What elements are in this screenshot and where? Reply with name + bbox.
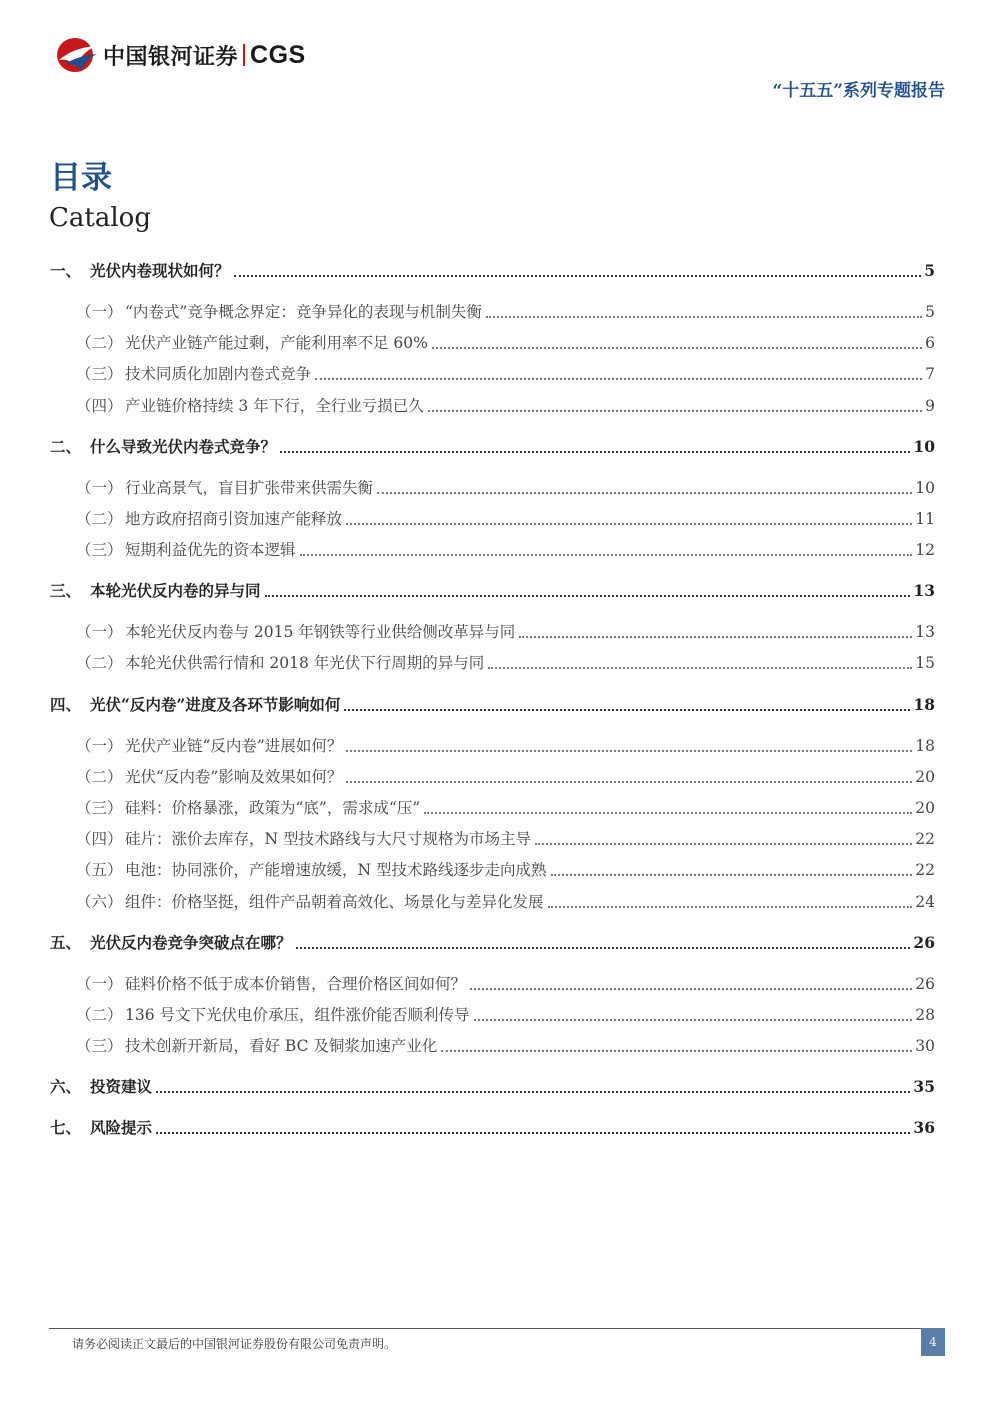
toc-label: 光伏“反内卷”影响及效果如何？ (125, 768, 343, 786)
toc-label: 光伏“反内卷”进度及各环节影响如何 (90, 695, 341, 714)
toc-entry-main[interactable] (50, 260, 935, 282)
dot-leader (519, 636, 912, 638)
toc-page: 5 (924, 261, 935, 280)
toc-label: 光伏反内卷竞争突破点在哪？ (90, 933, 292, 952)
toc-page: 10 (913, 437, 935, 456)
dot-leader (377, 492, 912, 494)
toc-entry-sub[interactable] (76, 859, 935, 881)
toc-page: 15 (915, 654, 935, 672)
page-number-badge: 4 (921, 1328, 945, 1356)
dot-leader (488, 667, 912, 669)
toc-label: 电池：协同涨价，产能增速放缓，N 型技术路线逐步走向成熟 (125, 861, 547, 879)
dot-leader (346, 523, 912, 525)
toc-number: （二） (76, 510, 123, 528)
toc-label: 地方政府招商引资加速产能释放 (125, 510, 343, 528)
toc-number: （三） (76, 541, 123, 559)
toc-page: 13 (915, 623, 935, 641)
cgs-logo-icon (55, 36, 99, 74)
page-title-cn: 目录 (50, 160, 112, 196)
toc-entry-sub[interactable] (76, 766, 935, 788)
toc-number: （五） (76, 861, 123, 879)
footer-divider (49, 1328, 945, 1329)
dot-leader (346, 750, 912, 752)
toc-entry-sub[interactable] (76, 477, 935, 499)
toc-label: 行业高景气，盲目扩张带来供需失衡 (125, 479, 374, 497)
toc-number: 七、 (50, 1118, 82, 1137)
toc-number: （一） (76, 737, 123, 755)
toc-entry-sub[interactable] (76, 508, 935, 530)
toc-page: 26 (913, 933, 935, 952)
toc-page: 11 (915, 510, 935, 528)
toc-number: （一） (76, 623, 123, 641)
toc-number: （四） (76, 397, 123, 415)
dot-leader (470, 988, 912, 990)
dot-leader (346, 781, 912, 783)
dot-leader (441, 1050, 912, 1052)
toc-page: 9 (925, 397, 935, 415)
toc-page: 7 (925, 365, 935, 383)
dot-leader (300, 554, 913, 556)
toc-entry-sub[interactable] (76, 363, 935, 385)
toc-page: 18 (915, 737, 935, 755)
toc-number: 六、 (50, 1077, 82, 1096)
toc-entry-sub[interactable] (76, 891, 935, 913)
toc-entry-main[interactable] (50, 932, 935, 954)
toc-page: 6 (925, 334, 935, 352)
toc-page: 28 (915, 1006, 935, 1024)
toc-page: 22 (915, 861, 935, 879)
logo-divider (243, 44, 245, 66)
toc-number: 五、 (50, 933, 82, 952)
toc-entry-main[interactable] (50, 694, 935, 716)
toc-entry-main[interactable] (50, 1076, 935, 1098)
toc-number: 四、 (50, 695, 82, 714)
toc-label: 组件：价格坚挺，组件产品朝着高效化、场景化与差异化发展 (125, 893, 544, 911)
toc-page: 10 (915, 479, 935, 497)
toc-page: 5 (925, 303, 935, 321)
dot-leader (344, 709, 910, 711)
toc-label: 硅料：价格暴涨，政策为“底”，需求成“压” (125, 799, 421, 817)
toc-entry-sub[interactable] (76, 332, 935, 354)
toc-number: （三） (76, 799, 123, 817)
toc-number: 一、 (50, 261, 82, 280)
toc-page: 35 (913, 1077, 935, 1096)
toc-entry-main[interactable] (50, 1117, 935, 1139)
toc-label: 本轮光伏反内卷与 2015 年钢铁等行业供给侧改革异与同 (125, 623, 516, 641)
toc-page: 22 (915, 830, 935, 848)
toc-number: 二、 (50, 437, 82, 456)
toc-number: （六） (76, 893, 123, 911)
toc-entry-main[interactable] (50, 436, 935, 458)
dot-leader (424, 812, 912, 814)
dot-leader (156, 1091, 910, 1093)
report-series-title: “十五五”系列专题报告 (772, 81, 945, 101)
toc-entry-sub[interactable] (76, 735, 935, 757)
toc-page: 20 (915, 768, 935, 786)
dot-leader (315, 378, 922, 380)
toc-page: 24 (915, 893, 935, 911)
toc-entry-main[interactable] (50, 580, 935, 602)
toc-entry-sub[interactable] (76, 539, 935, 561)
toc-label: 光伏产业链产能过剩，产能利用率不足 60% (125, 334, 428, 352)
toc-number: 三、 (50, 581, 82, 600)
toc-number: （二） (76, 1006, 123, 1024)
toc-number: （三） (76, 365, 123, 383)
toc-entry-sub[interactable] (76, 395, 935, 417)
toc-page: 13 (913, 581, 935, 600)
toc-label: 短期利益优先的资本逻辑 (125, 541, 296, 559)
logo-text-en: CGS (250, 40, 306, 69)
company-logo (55, 36, 306, 74)
toc-label: 技术同质化加剧内卷式竞争 (125, 365, 312, 383)
toc-entry-sub[interactable] (76, 652, 935, 674)
toc-number: （一） (76, 303, 123, 321)
toc-number: （一） (76, 975, 123, 993)
dot-leader (428, 410, 922, 412)
toc-label: 什么导致光伏内卷式竞争？ (90, 437, 277, 456)
footer-disclaimer: 请务必阅读正文最后的中国银河证券股份有限公司免责声明。 (72, 1337, 397, 1351)
toc-label: 光伏内卷现状如何？ (90, 261, 230, 280)
toc-number: （二） (76, 654, 123, 672)
page-title-en: Catalog (49, 203, 151, 233)
dot-leader (548, 906, 913, 908)
toc-label: 光伏产业链“反内卷”进展如何？ (125, 737, 343, 755)
toc-label: 产业链价格持续 3 年下行，全行业亏损已久 (125, 397, 424, 415)
toc-entry-sub[interactable] (76, 621, 935, 643)
dot-leader (535, 843, 912, 845)
toc-page: 18 (913, 695, 935, 714)
toc-page: 20 (915, 799, 935, 817)
dot-leader (486, 316, 922, 318)
dot-leader (234, 275, 922, 277)
toc-page: 30 (915, 1037, 935, 1055)
toc-label: 硅片：涨价去库存，N 型技术路线与大尺寸规格为市场主导 (125, 830, 531, 848)
toc-entry-sub[interactable] (76, 973, 935, 995)
dot-leader (551, 874, 913, 876)
toc-label: 本轮光伏供需行情和 2018 年光伏下行周期的异与同 (125, 654, 485, 672)
toc-number: （三） (76, 1037, 123, 1055)
logo-text-cn: 中国银河证券 (103, 44, 239, 70)
dot-leader (280, 451, 910, 453)
dot-leader (296, 947, 911, 949)
toc-page: 26 (915, 975, 935, 993)
toc-number: （一） (76, 479, 123, 497)
toc-entry-sub[interactable] (76, 828, 935, 850)
toc-entry-sub[interactable] (76, 797, 935, 819)
toc-label: 技术创新开新局，看好 BC 及铜浆加速产业化 (125, 1037, 438, 1055)
dot-leader (156, 1132, 910, 1134)
toc-entry-sub[interactable] (76, 1035, 935, 1057)
toc-label: 136 号文下光伏电价承压，组件涨价能否顺利传导 (125, 1006, 470, 1024)
toc-label: 本轮光伏反内卷的异与同 (90, 581, 261, 600)
toc-label: 硅料价格不低于成本价销售，合理价格区间如何？ (125, 975, 467, 993)
toc-entry-sub[interactable] (76, 301, 935, 323)
toc-number: （四） (76, 830, 123, 848)
dot-leader (265, 595, 911, 597)
toc-label: 风险提示 (90, 1118, 153, 1137)
dot-leader (474, 1019, 913, 1021)
dot-leader (432, 347, 922, 349)
toc-number: （二） (76, 334, 123, 352)
toc-page: 12 (915, 541, 935, 559)
toc-page: 36 (913, 1118, 935, 1137)
toc-label: 投资建议 (90, 1077, 153, 1096)
toc-number: （二） (76, 768, 123, 786)
toc-entry-sub[interactable] (76, 1004, 935, 1026)
toc-label: “内卷式”竞争概念界定：竞争异化的表现与机制失衡 (125, 303, 482, 321)
